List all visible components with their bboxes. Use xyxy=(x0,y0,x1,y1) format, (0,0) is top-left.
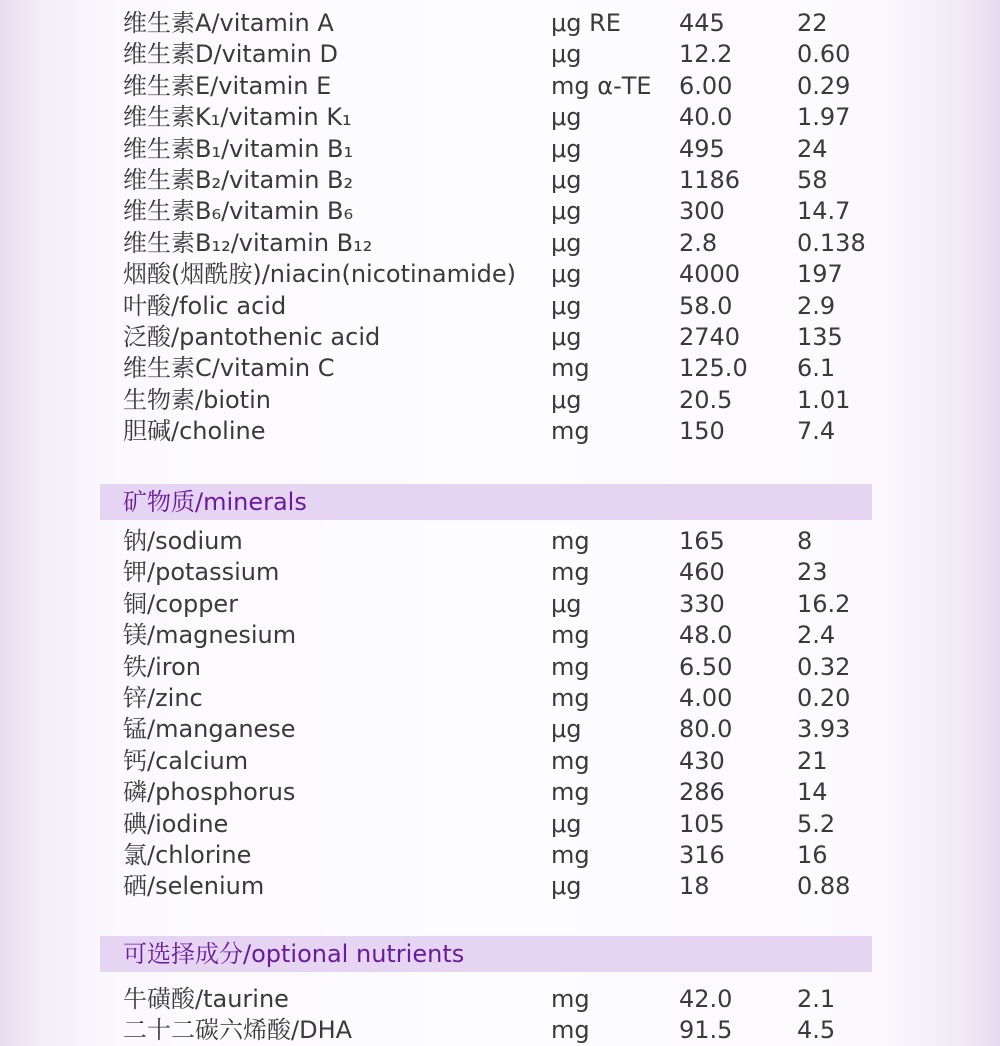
nutrient-unit: μg xyxy=(551,323,582,351)
nutrient-value-per-100g: 430 xyxy=(679,746,725,775)
nutrient-name: 钠/sodium xyxy=(123,527,243,555)
nutrient-name: 铜/copper xyxy=(123,589,239,618)
nutrient-value-per-100kj: 135 xyxy=(797,323,843,351)
nutrient-row xyxy=(0,809,1000,840)
nutrient-unit: μg xyxy=(551,166,582,194)
nutrient-row xyxy=(0,416,1000,447)
nutrient-row xyxy=(0,652,1000,683)
nutrient-unit: mg xyxy=(551,684,590,712)
nutrient-value-per-100g: 2740 xyxy=(679,323,741,351)
nutrient-row xyxy=(0,1015,1000,1046)
nutrient-row xyxy=(0,196,1000,227)
nutrient-name: 维生素B₂/vitamin B₂ xyxy=(123,166,354,194)
nutrient-name: 生物素/biotin xyxy=(123,385,271,414)
nutrient-value-per-100g: 6.50 xyxy=(679,652,733,681)
nutrient-name: 维生素B₆/vitamin B₆ xyxy=(123,197,354,226)
nutrient-name: 二十二碳六烯酸/DHA xyxy=(123,1016,353,1045)
nutrient-row xyxy=(0,385,1000,416)
nutrient-row xyxy=(0,8,1000,39)
nutrient-value-per-100g: 150 xyxy=(679,417,725,446)
nutrient-name: 硒/selenium xyxy=(123,872,265,901)
nutrient-value-per-100g: 1186 xyxy=(679,166,741,194)
nutrient-row xyxy=(0,165,1000,196)
nutrient-unit: μg xyxy=(551,872,582,901)
nutrient-unit: μg xyxy=(551,260,582,289)
nutrient-name: 牛磺酸/taurine xyxy=(123,985,289,1013)
nutrient-value-per-100g: 18 xyxy=(679,872,710,901)
nutrient-unit: μg xyxy=(551,715,582,744)
nutrient-name: 氯/chlorine xyxy=(123,841,252,869)
nutrient-unit: mg xyxy=(551,558,590,587)
nutrient-value-per-100g: 445 xyxy=(679,9,725,37)
nutrient-value-per-100g: 300 xyxy=(679,197,725,226)
nutrient-value-per-100g: 12.2 xyxy=(679,40,733,69)
nutrient-name: 维生素K₁/vitamin K₁ xyxy=(123,103,352,132)
nutrient-row xyxy=(0,526,1000,557)
nutrient-value-per-100kj: 1.01 xyxy=(797,385,851,414)
nutrient-value-per-100g: 316 xyxy=(679,841,725,869)
nutrient-value-per-100g: 48.0 xyxy=(679,621,733,650)
nutrient-value-per-100kj: 0.60 xyxy=(797,40,851,69)
nutrient-name: 胆碱/choline xyxy=(123,417,266,446)
nutrient-name: 泛酸/pantothenic acid xyxy=(123,323,381,351)
nutrient-value-per-100g: 6.00 xyxy=(679,71,733,100)
nutrient-value-per-100kj: 22 xyxy=(797,9,828,37)
nutrient-unit: mg xyxy=(551,652,590,681)
nutrient-unit: μg xyxy=(551,197,582,226)
nutrient-unit: mg xyxy=(551,778,590,807)
nutrient-value-per-100g: 105 xyxy=(679,809,725,838)
nutrient-unit: μg RE xyxy=(551,9,621,37)
nutrient-value-per-100g: 125.0 xyxy=(679,354,748,383)
nutrient-name: 叶酸/folic acid xyxy=(123,291,287,320)
nutrient-name: 锰/manganese xyxy=(123,715,296,744)
nutrient-name: 维生素A/vitamin A xyxy=(123,9,334,37)
nutrient-value-per-100kj: 2.4 xyxy=(797,621,836,650)
nutrient-value-per-100kj: 14.7 xyxy=(797,197,851,226)
nutrient-value-per-100kj: 0.32 xyxy=(797,652,851,681)
nutrient-unit: μg xyxy=(551,103,582,132)
nutrient-value-per-100g: 4000 xyxy=(679,260,741,289)
nutrient-value-per-100kj: 0.29 xyxy=(797,71,851,100)
nutrient-name: 维生素E/vitamin E xyxy=(123,71,332,100)
nutrient-unit: mg xyxy=(551,417,590,446)
nutrient-value-per-100kj: 2.9 xyxy=(797,291,836,320)
nutrient-value-per-100g: 80.0 xyxy=(679,715,733,744)
nutrient-value-per-100g: 165 xyxy=(679,527,725,555)
nutrient-row xyxy=(0,557,1000,588)
nutrient-value-per-100kj: 197 xyxy=(797,260,843,289)
nutrient-row xyxy=(0,228,1000,259)
nutrient-name: 维生素B₁₂/vitamin B₁₂ xyxy=(123,228,373,257)
nutrient-value-per-100g: 2.8 xyxy=(679,228,718,257)
nutrient-name: 钾/potassium xyxy=(123,558,280,587)
nutrient-name: 维生素B₁/vitamin B₁ xyxy=(123,134,354,163)
nutrient-row xyxy=(0,322,1000,353)
nutrient-row xyxy=(0,102,1000,133)
nutrient-unit: mg xyxy=(551,621,590,650)
nutrient-name: 碘/iodine xyxy=(123,809,229,838)
nutrient-row xyxy=(0,777,1000,808)
nutrient-name: 维生素D/vitamin D xyxy=(123,40,338,69)
nutrient-value-per-100g: 460 xyxy=(679,558,725,587)
nutrient-value-per-100g: 4.00 xyxy=(679,684,733,712)
nutrient-value-per-100kj: 7.4 xyxy=(797,417,836,446)
nutrient-unit: mg xyxy=(551,1016,590,1045)
nutrient-value-per-100kj: 24 xyxy=(797,134,828,163)
nutrient-value-per-100g: 495 xyxy=(679,134,725,163)
nutrient-value-per-100kj: 3.93 xyxy=(797,715,851,744)
nutrient-value-per-100kj: 0.88 xyxy=(797,872,851,901)
optional-title: 可选择成分/optional nutrients xyxy=(123,940,465,968)
nutrient-unit: μg xyxy=(551,134,582,163)
nutrient-row xyxy=(0,353,1000,384)
nutrient-value-per-100kj: 16 xyxy=(797,841,828,869)
nutrient-value-per-100kj: 16.2 xyxy=(797,589,851,618)
nutrient-unit: mg xyxy=(551,841,590,869)
nutrient-value-per-100kj: 0.20 xyxy=(797,684,851,712)
nutrient-unit: μg xyxy=(551,589,582,618)
nutrient-row xyxy=(0,291,1000,322)
nutrient-row xyxy=(0,871,1000,902)
nutrient-name: 磷/phosphorus xyxy=(123,778,296,807)
nutrient-value-per-100g: 20.5 xyxy=(679,385,733,414)
nutrient-value-per-100kj: 4.5 xyxy=(797,1016,836,1045)
nutrient-value-per-100kj: 21 xyxy=(797,746,828,775)
nutrient-value-per-100kj: 14 xyxy=(797,778,828,807)
nutrient-unit: μg xyxy=(551,228,582,257)
nutrient-unit: μg xyxy=(551,385,582,414)
nutrient-row xyxy=(0,71,1000,102)
nutrient-name: 镁/magnesium xyxy=(123,621,297,650)
nutrient-row xyxy=(0,134,1000,165)
nutrient-value-per-100kj: 6.1 xyxy=(797,354,836,383)
nutrient-name: 维生素C/vitamin C xyxy=(123,354,335,383)
nutrient-value-per-100g: 91.5 xyxy=(679,1016,733,1045)
nutrient-value-per-100kj: 58 xyxy=(797,166,828,194)
nutrient-name: 烟酸(烟酰胺)/niacin(nicotinamide) xyxy=(123,260,516,289)
nutrient-value-per-100kj: 1.97 xyxy=(797,103,851,132)
nutrient-row xyxy=(0,746,1000,777)
nutrient-row xyxy=(0,683,1000,714)
nutrient-unit: μg xyxy=(551,809,582,838)
nutrient-unit: μg xyxy=(551,291,582,320)
nutrient-value-per-100kj: 0.138 xyxy=(797,228,866,257)
nutrient-row xyxy=(0,840,1000,871)
nutrient-unit: mg xyxy=(551,746,590,775)
nutrient-value-per-100kj: 8 xyxy=(797,527,813,555)
nutrient-unit: mg xyxy=(551,527,590,555)
nutrient-unit: μg xyxy=(551,40,582,69)
nutrient-value-per-100g: 40.0 xyxy=(679,103,733,132)
nutrient-name: 铁/iron xyxy=(123,652,201,681)
nutrient-value-per-100kj: 5.2 xyxy=(797,809,836,838)
minerals-title: 矿物质/minerals xyxy=(123,488,307,516)
nutrient-value-per-100g: 42.0 xyxy=(679,985,733,1013)
nutrient-row xyxy=(0,589,1000,620)
nutrient-value-per-100g: 330 xyxy=(679,589,725,618)
nutrient-value-per-100g: 58.0 xyxy=(679,291,733,320)
nutrient-unit: mg xyxy=(551,354,590,383)
nutrient-name: 钙/calcium xyxy=(123,746,249,775)
nutrient-value-per-100kj: 2.1 xyxy=(797,985,836,1013)
nutrient-row xyxy=(0,620,1000,651)
nutrient-value-per-100kj: 23 xyxy=(797,558,828,587)
nutrient-row xyxy=(0,714,1000,745)
nutrient-row xyxy=(0,259,1000,290)
nutrient-unit: mg α-TE xyxy=(551,71,652,100)
nutrient-row xyxy=(0,984,1000,1015)
nutrient-row xyxy=(0,39,1000,70)
nutrient-value-per-100g: 286 xyxy=(679,778,725,807)
nutrient-unit: mg xyxy=(551,985,590,1013)
nutrient-name: 锌/zinc xyxy=(123,684,203,712)
